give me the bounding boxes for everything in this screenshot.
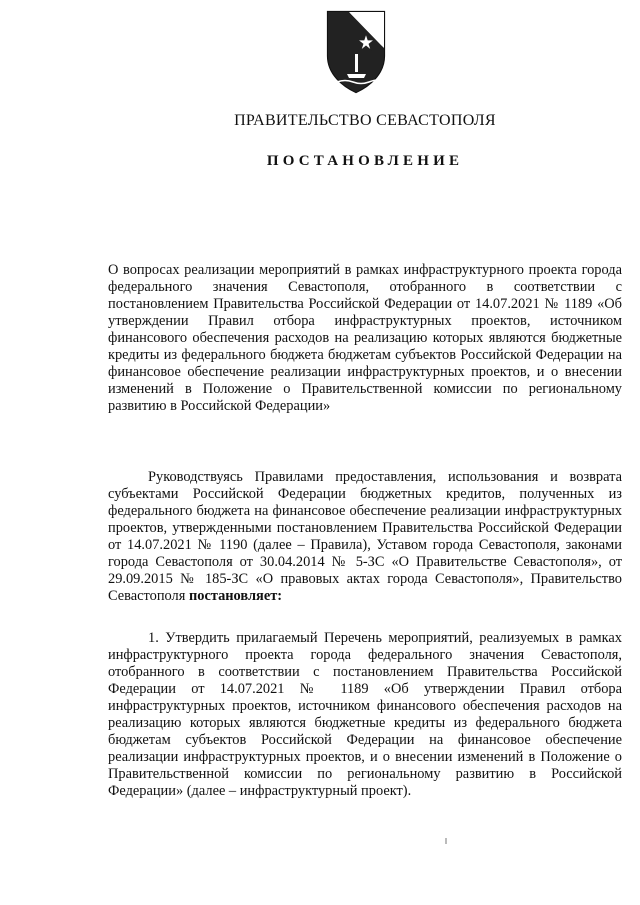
item-paragraph-1: 1. Утвердить прилагаемый Перечень мероприятий, реализуемых в рамках инфраструктурного проекта города федерального значения Севастополя, отобранного в соответствии с постановлением Правительства Российской Федерации от 14.07.2021 № 1189 «Об утверждении Правил отбора инфраструктурных проектов, источником финансового обеспечения расходов на реализацию которых являются бюджетные кредиты из федерального бюджета бюджетам субъектов Российской Федерации на финансовое обеспечение реализации инфраструктурных проектов, и о внесении изменений в Положение о Правительственной комиссии по региональному развитию в Российской Федерации» (далее – инфраструктурный проект). xyxy=(108,630,622,799)
scan-artifact xyxy=(445,838,447,844)
government-title: ПРАВИТЕЛЬСТВО СЕВАСТОПОЛЯ xyxy=(234,112,496,129)
sevastopol-coat-of-arms-icon xyxy=(325,8,387,94)
decision-word: постановляет: xyxy=(188,588,283,604)
document-type-title: ПОСТАНОВЛЕНИЕ xyxy=(266,153,464,169)
preamble-text: Руководствуясь Правилами предоставления, использования и возврата субъектами Российской Федерации бюджетных кредитов, полученных из федерального бюджета на финансовое обеспечение реализации инфраструктурных проектов, утвержденными постановлением Правительства Российской Федерации от 14.07.2021 № 1190 (далее – Правила), Уставом города Севастополя, законами города Севастополя от 30.04.2014 № 5-ЗС «О Правительстве Севастополя», от 29.09.2015 № 185-ЗС «О правовых актах города Севастополя», Правительство Севастополя xyxy=(108,469,622,604)
document-subject: О вопросах реализации мероприятий в рамках инфраструктурного проекта города федерального значения Севастополя, отобранного в соответствии с постановлением Правительства Российской Федерации от 14.07.2021 № 1189 «Об утверждении Правил отбора инфраструктурных проектов, источником финансового обеспечения расходов на реализацию которых являются бюджетные кредиты из федерального бюджета бюджетам субъектов Российской Федерации на финансовое обеспечение реализации инфраструктурных проектов, и о внесении изменений в Положение о Правительственной комиссии по региональному развитию в Российской Федерации» xyxy=(108,262,622,414)
preamble-paragraph xyxy=(108,469,622,605)
